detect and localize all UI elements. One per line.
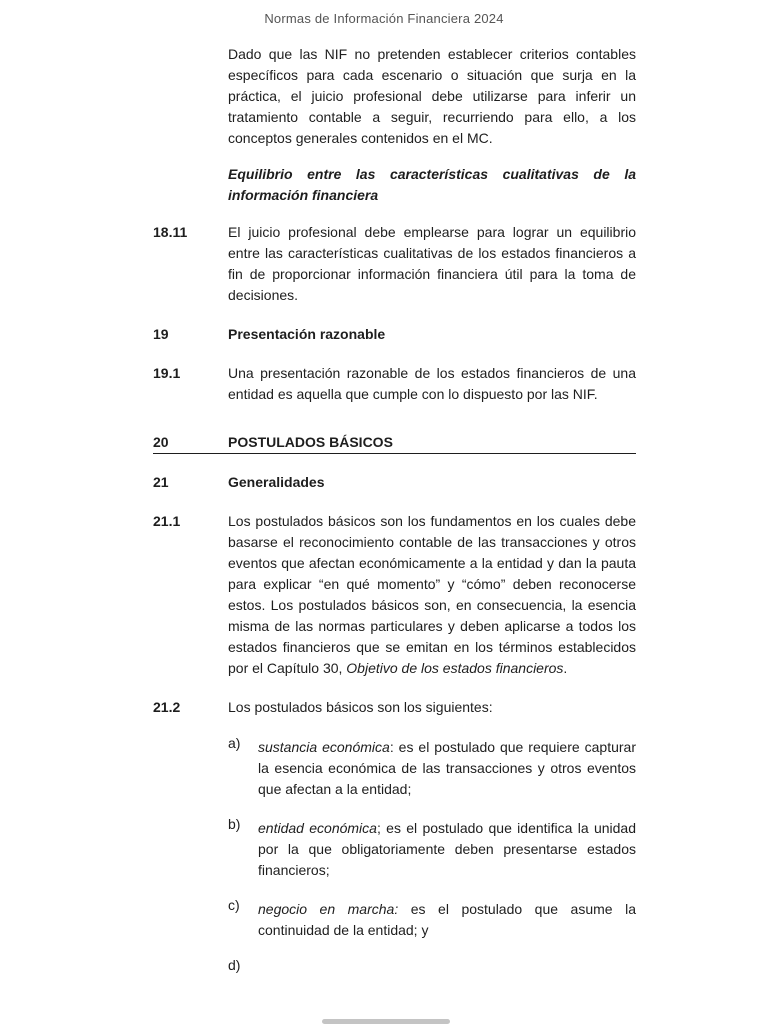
list-label: d) [228, 957, 241, 973]
page-header: Normas de Información Financiera 2024 [264, 11, 504, 26]
subheading-row [153, 164, 636, 206]
scroll-indicator[interactable] [322, 1019, 450, 1024]
section-title: POSTULADOS BÁSICOS [228, 434, 393, 450]
paragraph-text: Los postulados básicos son los siguientes: [228, 699, 493, 715]
list-label: b) [228, 816, 241, 832]
section-number: 20 [153, 434, 169, 450]
list-text [258, 959, 636, 976]
paragraph-number: 21.2 [153, 699, 181, 715]
paragraph-text: El juicio profesional debe emplearse para lograr un equilibrio entre las características cualitativas de los estados financieros a fin de proporcionar información financiera útil para la toma de decisiones. [228, 224, 636, 303]
list-term: sustancia económica [258, 739, 390, 755]
list-item-d [228, 959, 636, 976]
section-title: Generalidades [228, 474, 325, 490]
section-number: 19 [153, 326, 169, 342]
list-description: : es el postulado que requiere capturar la esencia económica de las transacciones y otros eventos que afectan a la entidad; [258, 739, 636, 797]
paragraph-text-end: . [563, 660, 568, 676]
section-19-heading [153, 324, 636, 345]
intro-paragraph [153, 44, 636, 149]
section-number: 21 [153, 474, 169, 490]
paragraph-number [153, 44, 228, 149]
paragraph-number: 21.1 [153, 513, 181, 529]
paragraph-text [228, 511, 636, 679]
paragraph-number: 18.11 [153, 224, 188, 240]
chapter-title: Objetivo de los estados financieros [346, 660, 564, 676]
section-21-heading [153, 472, 636, 493]
paragraph-21-1 [153, 511, 636, 679]
list-label: a) [228, 735, 241, 751]
list-item-a [228, 737, 636, 800]
paragraph-number: 19.1 [153, 365, 181, 381]
paragraph-text: Una presentación razonable de los estados financieros de una entidad es aquella que cumple con lo dispuesto por las NIF. [228, 365, 636, 402]
paragraph-18-11 [153, 222, 636, 306]
list-text [258, 737, 636, 800]
list-text [258, 818, 636, 881]
document-body [153, 44, 636, 976]
paragraph-21-2 [153, 697, 636, 718]
list-description: es el postulado que asume la continuidad de la entidad; y [258, 901, 636, 938]
paragraph-text-main: Los postulados básicos son los fundamentos en los cuales debe basarse el reconocimiento contable de las transacciones y otros eventos que afectan económicamente a la entidad y dan la pauta para explicar “en qué momento” y “cómo” deben reconocerse estos. Los postulados básicos son, en consecuencia, la esencia misma de las normas particulares y deben aplicarse a todos los estados financieros que se emitan en los términos establecidos por el Capítulo 30, [228, 513, 636, 676]
paragraph-number [153, 164, 228, 206]
list-label: c) [228, 897, 240, 913]
list-text [258, 899, 636, 941]
list-description: ; es el postulado que identifica la unidad por la que obligatoriamente deben presentarse estados financieros; [258, 820, 636, 878]
list-item-b [228, 818, 636, 881]
section-title: Presentación razonable [228, 326, 386, 342]
paragraph-text: Dado que las NIF no pretenden establecer criterios contables específicos para cada escenario o situación que surja en la práctica, el juicio profesional debe utilizarse para inferir un tratamiento contable a seguir, recurriendo para ello, a los conceptos generales contenidos en el MC. [228, 46, 636, 146]
list-item-c [228, 899, 636, 941]
subheading-equilibrio: Equilibrio entre las características cualitativas de la información financiera [228, 166, 636, 203]
list-term: negocio en marcha: [258, 901, 399, 917]
section-20-heading [153, 432, 636, 454]
paragraph-19-1 [153, 363, 636, 405]
list-term: entidad económica [258, 820, 377, 836]
